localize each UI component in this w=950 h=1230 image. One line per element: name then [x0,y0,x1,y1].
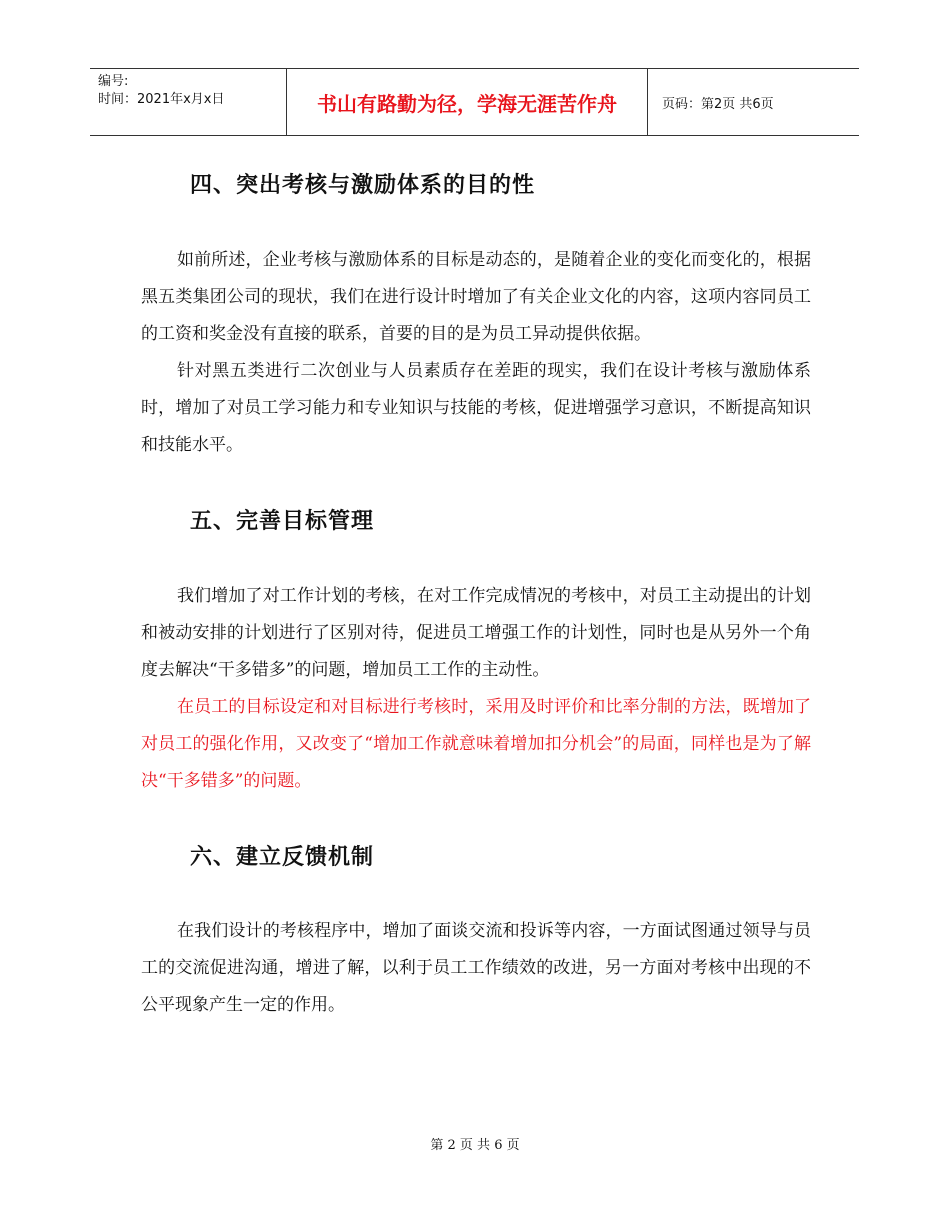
section-heading: 六、建立反馈机制 [190,845,375,870]
highlighted-paragraph: 在员工的目标设定和对目标进行考核时，采用及时评价和比率分制的方法，既增加了对员工的强化作用，又改变了“增加工作就意味着增加扣分机会”的局面，同样也是为了解决“干多错多”的问题。 [141,697,811,791]
paragraph: 我们增加了对工作计划的考核，在对工作完成情况的考核中，对员工主动提出的计划和被动安排的计划进行了区别对待，促进员工增强工作的计划性，同时也是从另外一个角度去解决“干多错多”的问题，增加员工工作的主动性。 [141,586,811,680]
paragraph: 针对黑五类进行二次创业与人员素质存在差距的现实，我们在设计考核与激励体系时，增加了对员工学习能力和专业知识与技能的考核，促进增强学习意识，不断提高知识和技能水平。 [141,361,811,455]
section-heading: 四、突出考核与激励体系的目的性 [190,173,536,198]
paragraph: 如前所述，企业考核与激励体系的目标是动态的，是随着企业的变化而变化的，根据黑五类集团公司的现状，我们在进行设计时增加了有关企业文化的内容，这项内容同员工的工资和奖金没有直接的联系，首要的目的是为员工异动提供依据。 [141,250,811,344]
section-heading: 五、完善目标管理 [190,509,375,534]
header-motto: 书山有路勤为径，学海无涯苦作舟 [286,69,648,135]
page-footer: 第 2 页 共 6 页 [430,1138,520,1153]
time-label: 时间：2021年x月x日 [98,92,225,107]
paragraph: 在我们设计的考核程序中，增加了面谈交流和投诉等内容，一方面试图通过领导与员工的交流促进沟通，增进了解，以利于员工工作绩效的改进，另一方面对考核中出现的不公平现象产生一定的作用。 [141,921,811,1015]
serial-label: 编号: [98,74,129,89]
header-page-info: 页码：第2页 共6页 [662,96,774,112]
page-header [90,68,859,136]
header-meta [90,69,286,135]
